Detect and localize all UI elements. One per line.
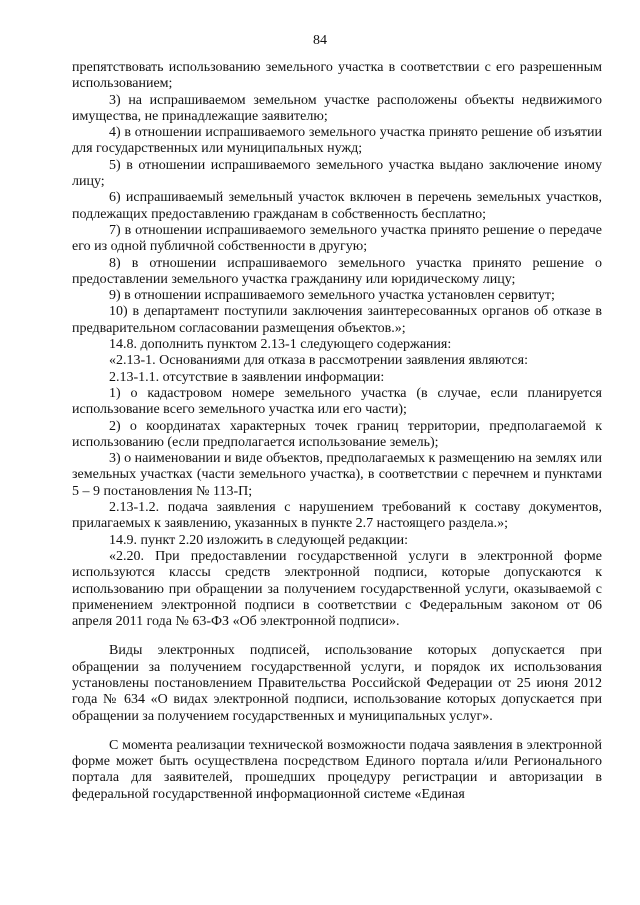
list-item-7: 7) в отношении испрашиваемого земельного участка принято решение о передаче его из одной публичной собственности в другую; xyxy=(72,222,602,255)
clause-2-13-1-1: 2.13-1.1. отсутствие в заявлении информации: xyxy=(109,369,385,385)
document-body xyxy=(72,60,602,803)
list-item-9: 9) в отношении испрашиваемого земельного участка установлен сервитут; xyxy=(109,288,555,304)
paragraph-signature-types: Виды электронных подписей, использование которых допускается при обращении за получением государственной услуги, и порядок их использования установлены постановлением Правительства Российской Федерации от 25 июня 2012 года № 634 «О видах электронной подписи, использование которых допускается при обращении за получением государственных и муниципальных услуг». xyxy=(72,643,602,724)
clause-2-13-1-2: 2.13-1.2. подача заявления с нарушением требований к составу документов, прилагаемых к заявлению, указанных в пункте 2.7 настоящего раздела.»; xyxy=(72,500,602,532)
list-item-6: 6) испрашиваемый земельный участок включен в перечень земельных участков, подлежащих предоставлению гражданам в собственность бесплатно; xyxy=(72,190,602,222)
clause-2-20: «2.20. При предоставлении государственной услуги в электронной форме используются классы средств электронной подписи, которые допускаются к использованию при обращении за получением государственной услуги, оказываемой с применением электронной подписи в соответствии с Федеральным законом от 06 апреля 2011 года № 63-ФЗ «Об электронной подписи». xyxy=(72,548,602,630)
sublist-item-3: 3) о наименовании и виде объектов, предполагаемых к размещению на землях или земельных участках (части земельного участка), в соответствии с перечнем и пунктами 5 – 9 постановления № 113-П; xyxy=(72,451,603,499)
list-item-5: 5) в отношении испрашиваемого земельного участка выдано заключение иному лицу; xyxy=(72,157,602,190)
paragraph-electronic-submission: С момента реализации технической возможности подача заявления в электронной форме может быть осуществлена посредством Единого портала и/или Регионального портала для заявителей, прошедших процедуру регистрации и авторизации в федеральной государственной информационной системе «Единая xyxy=(72,737,602,802)
list-item-8: 8) в отношении испрашиваемого земельного участка принято решение о предоставлении земельного участка гражданину или юридическому лицу; xyxy=(72,255,602,287)
page-number: 84 xyxy=(313,33,327,48)
sublist-item-1: 1) о кадастровом номере земельного участка (в случае, если планируется использование всего земельного участка или его части); xyxy=(72,385,602,418)
clause-14-8: 14.8. дополнить пунктом 2.13-1 следующего содержания: xyxy=(109,337,452,353)
paragraph-continuation: препятствовать использованию земельного участка в соответствии с его разрешенным использованием; xyxy=(72,60,602,92)
list-item-4: 4) в отношении испрашиваемого земельного участка принято решение об изъятии для государственных или муниципальных нужд; xyxy=(72,125,602,157)
clause-14-9: 14.9. пункт 2.20 изложить в следующей редакции: xyxy=(109,532,408,548)
list-item-3: 3) на испрашиваемом земельном участке расположены объекты недвижимого имущества, не принадлежащие заявителю; xyxy=(72,92,602,124)
clause-2-13-1: «2.13-1. Основаниями для отказа в рассмотрении заявления являются: xyxy=(109,353,528,369)
sublist-item-2: 2) о координатах характерных точек границ территории, предполагаемой к использованию (если предполагается использование земель); xyxy=(72,418,602,450)
list-item-10: 10) в департамент поступили заключения заинтересованных органов об отказе в предварительном согласовании размещения объектов.»; xyxy=(72,304,602,336)
